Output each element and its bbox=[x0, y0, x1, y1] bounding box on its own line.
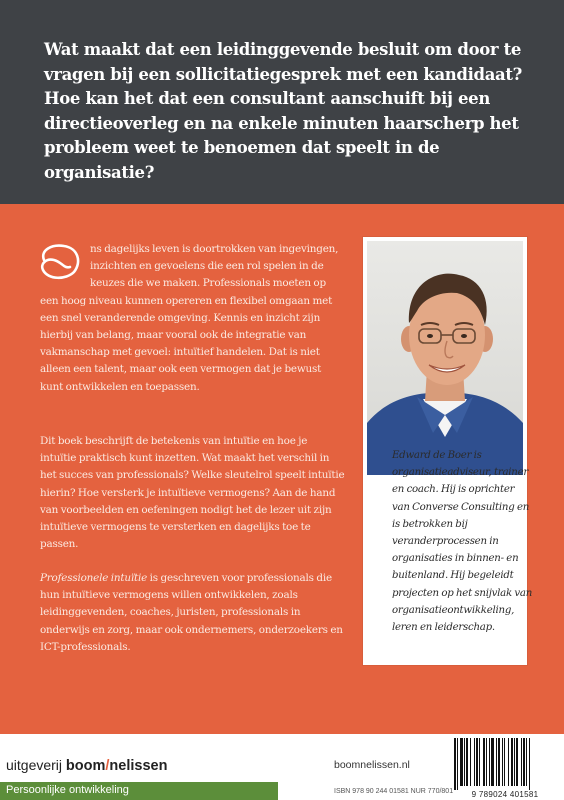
publisher-prefix: uitgeverij bbox=[6, 757, 63, 773]
barcode-bar bbox=[521, 738, 522, 786]
barcode-icon bbox=[452, 738, 558, 790]
barcode-bar bbox=[476, 738, 478, 786]
intro-question: Wat maakt dat een leidinggevende besluit om door te vragen bij een sollicitatiegesprek met een kandidaat? Hoe kan het dat een consultant aanschuift bij een directieoverleg en na enkele minuten haarscherp het probleem weet te benoemen dat speelt in de organisatie? bbox=[44, 40, 522, 182]
barcode-bar bbox=[457, 738, 458, 790]
book-title: Professionele intuïtie bbox=[40, 572, 148, 584]
barcode-bar bbox=[489, 738, 490, 786]
series-label: Persoonlijke ontwikkeling bbox=[6, 784, 129, 796]
dropcap-u-icon bbox=[34, 242, 86, 282]
barcode-bar bbox=[502, 738, 503, 786]
barcode-bar bbox=[464, 738, 465, 786]
barcode-bar bbox=[479, 738, 480, 786]
barcode-bar bbox=[514, 738, 515, 786]
barcode-bar bbox=[504, 738, 505, 786]
barcode-bar bbox=[511, 738, 513, 786]
author-bio: Edward de Boer is organisatieadviseur, trainer en coach. Hij is oprichter van Converse Consulting en is betrokken bij veranderprocessen in organisaties in binnen- en buitenland. Hij begeleidt projecten op het snijvlak van organisatieontwikkeling, leren en leiderschap. bbox=[392, 450, 533, 634]
barcode-bar bbox=[526, 738, 527, 786]
publisher-logo bbox=[6, 757, 167, 774]
barcode-bar bbox=[529, 738, 530, 790]
barcode-bar bbox=[474, 738, 475, 786]
barcode-bar bbox=[486, 738, 487, 786]
publisher-brand-a: boom bbox=[65, 758, 106, 774]
barcode-bar bbox=[470, 738, 471, 786]
publisher-website: boomnelissen.nl bbox=[334, 759, 410, 771]
publisher-brand-b: nelissen bbox=[109, 758, 168, 774]
paragraph-3 bbox=[40, 570, 345, 656]
barcode-bar bbox=[466, 738, 468, 786]
barcode-bar bbox=[460, 738, 463, 786]
barcode-bar bbox=[496, 738, 497, 786]
paragraph-1-text: ns dagelijks leven is doortrokken van ingevingen, inzichten en gevoelens die een rol spelen in de keuzes die we maken. Professionals moeten op een hoog niveau kunnen opereren en flexibel omgaan met een snel veranderende omgeving. Kennis en inzicht zijn hierbij van belang, maar vooral ook de integratie van vakmanschap met gevoel: intuïtief handelen. Dat is niet alleen een talent, maar ook een vermogen dat je bewust kunt ontwikkelen en toepassen. bbox=[40, 243, 339, 393]
paragraph-1 bbox=[40, 241, 345, 396]
paragraph-2: Dit boek beschrijft de betekenis van intuïtie en hoe je intuïtie praktisch kunt inzetten. Wat maakt het verschil in het succes van professionals? Welke sleutelrol speelt intuïtie hierin? Hoe versterk je intuïtieve vermogens? Aan de hand van voorbeelden en oefeningen nodigt het de lezer uit zijn intuïtieve vermogens te versterken en dagelijks toe te passen. bbox=[40, 435, 345, 551]
barcode-digits: 9 789024 401581 bbox=[471, 790, 539, 799]
barcode-bar bbox=[454, 738, 456, 790]
barcode-bar bbox=[516, 738, 518, 786]
paragraph-3-text: is geschreven voor professionals die hun intuïtieve vermogens willen ontwikkelen, zoals leidinggevenden, coaches, juristen, professionals in onderwijs en zorg, maar ook ondernemers, onderzoekers en ICT-professionals. bbox=[40, 572, 343, 653]
barcode-bar bbox=[508, 738, 509, 786]
author-photo bbox=[367, 241, 523, 475]
publisher-slash: / bbox=[105, 758, 110, 774]
barcode-bar bbox=[483, 738, 485, 786]
barcode-bar bbox=[498, 738, 500, 786]
barcode-bar bbox=[523, 738, 525, 786]
isbn-line: ISBN 978 90 244 01581 NUR 770/801 bbox=[334, 788, 454, 795]
barcode-bar bbox=[491, 738, 494, 786]
